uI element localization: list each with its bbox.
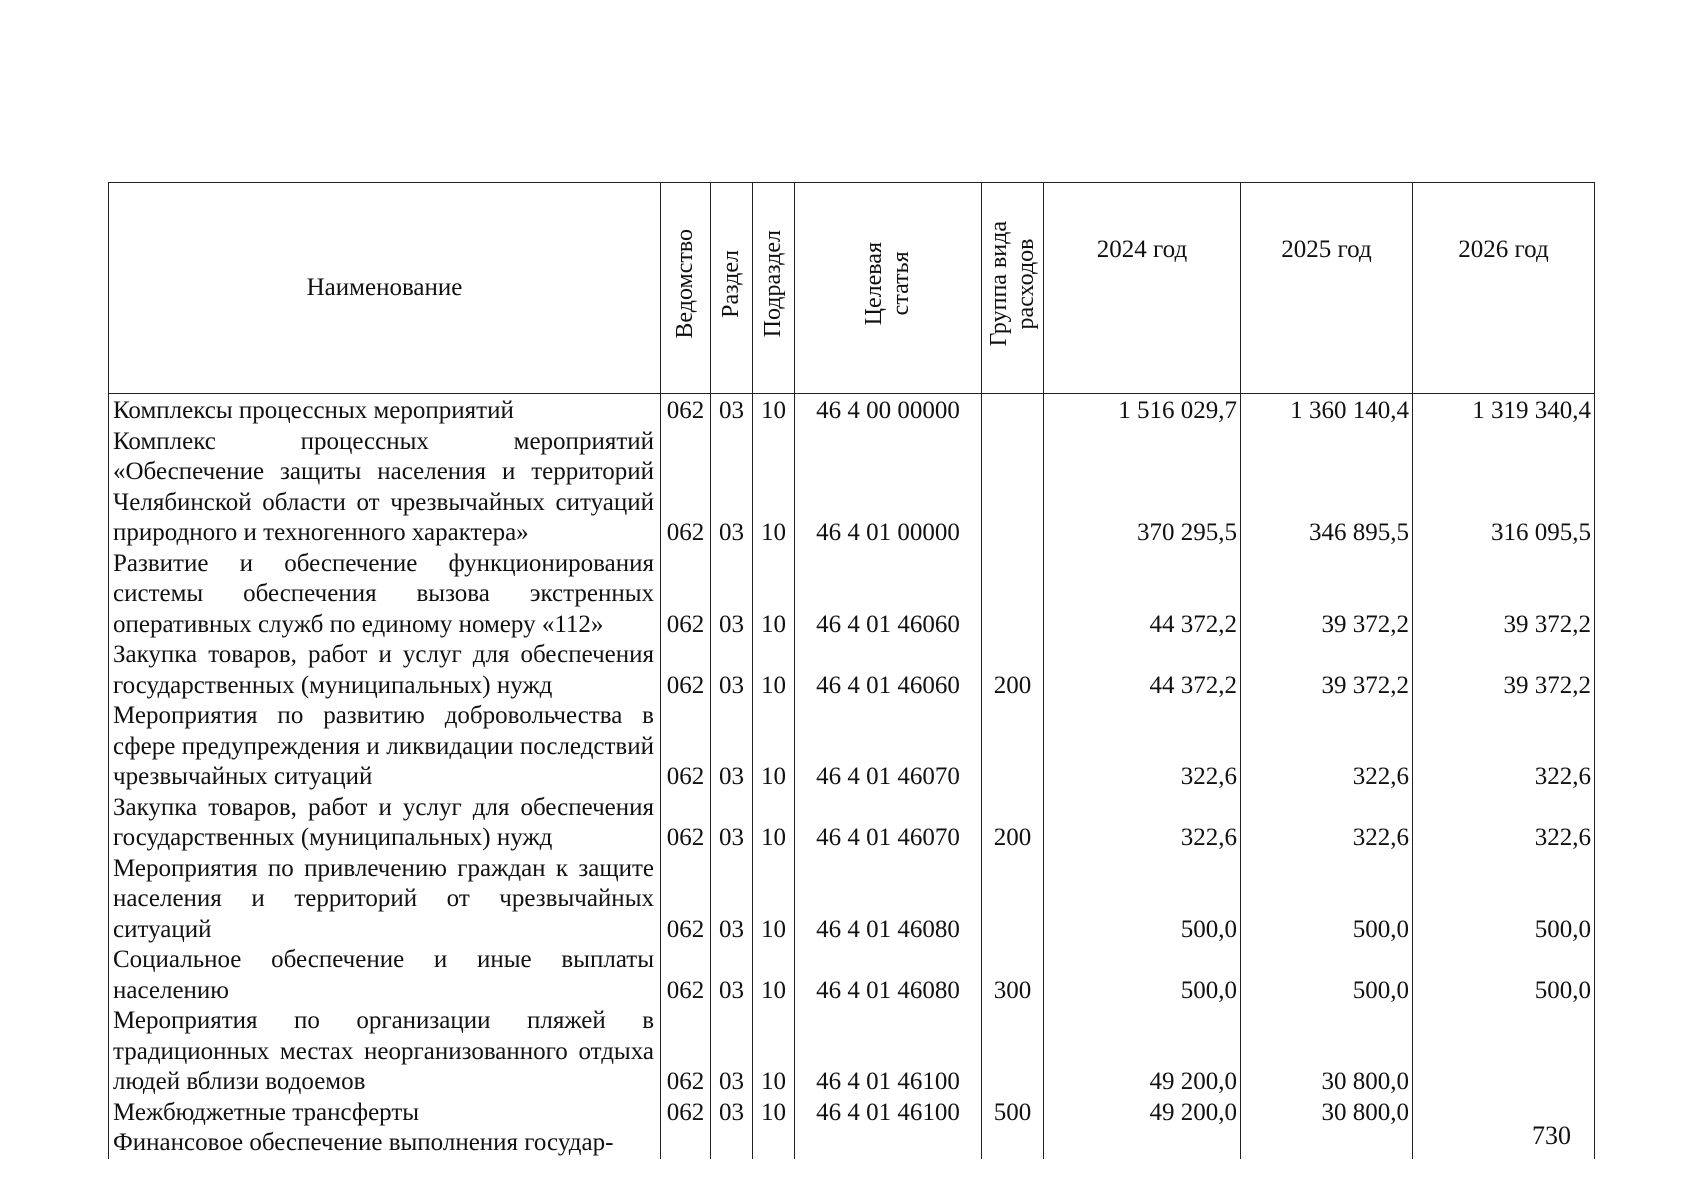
cell-2025: 500,0 [1241,945,1413,1006]
cell-2026: 322,6 [1413,701,1595,793]
header-razdel: Раздел [711,183,753,394]
cell-name: Социальное обеспечение и иные выплаты населению [109,945,661,1006]
table-row [109,701,1595,793]
cell-2026 [1413,1006,1595,1098]
cell-celevaya-statya: 46 4 01 00000 [795,427,982,549]
cell-2026: 500,0 [1413,854,1595,946]
table-row [109,793,1595,854]
cell-2024: 500,0 [1044,945,1241,1006]
cell-2025: 30 800,0 [1241,1006,1413,1098]
header-2024: 2024 год [1044,183,1241,394]
cell-2025: 30 800,0 [1241,1098,1413,1129]
header-2026: 2026 год [1413,183,1595,394]
cell-razdel: 03 [711,945,753,1006]
cell-razdel [711,1128,753,1159]
table-row [109,1098,1595,1129]
cell-podrazdel: 10 [753,427,795,549]
cell-vedomstvo: 062 [661,1006,711,1098]
cell-name: Мероприятия по привлечению граждан к защите населения и территорий от чрезвычайных ситуаций [109,854,661,946]
cell-podrazdel: 10 [753,945,795,1006]
table-row [109,1006,1595,1098]
cell-razdel: 03 [711,701,753,793]
cell-vedomstvo: 062 [661,427,711,549]
header-gruppa-vida-rashodov: Группа вида расходов [982,183,1044,394]
cell-vedomstvo: 062 [661,640,711,701]
header-podrazdel: Подраздел [753,183,795,394]
cell-razdel: 03 [711,427,753,549]
cell-name: Закупка товаров, работ и услуг для обеспечения государственных (муниципальных) нужд [109,640,661,701]
cell-celevaya-statya: 46 4 01 46080 [795,945,982,1006]
cell-name: Развитие и обеспечение функционирования системы обеспечения вызова экстренных оперативных служб по единому номеру «112» [109,549,661,641]
cell-celevaya-statya: 46 4 01 46070 [795,793,982,854]
cell-gruppa-rashodov: 300 [982,945,1044,1006]
cell-razdel: 03 [711,549,753,641]
cell-2026: 316 095,5 [1413,427,1595,549]
cell-celevaya-statya: 46 4 01 46100 [795,1098,982,1129]
table-row [109,1128,1595,1159]
cell-razdel: 03 [711,793,753,854]
cell-razdel: 03 [711,640,753,701]
cell-vedomstvo: 062 [661,701,711,793]
cell-2025: 1 360 140,4 [1241,394,1413,427]
cell-2025: 322,6 [1241,701,1413,793]
cell-2025: 346 895,5 [1241,427,1413,549]
cell-2024: 500,0 [1044,854,1241,946]
cell-2026: 1 319 340,4 [1413,394,1595,427]
cell-name: Финансовое обеспечение выполнения государ- [109,1128,661,1159]
cell-celevaya-statya: 46 4 01 46060 [795,640,982,701]
cell-name: Мероприятия по организации пляжей в традиционных местах неорганизованного отдыха людей вблизи водоемов [109,1006,661,1098]
cell-gruppa-rashodov [982,1006,1044,1098]
cell-2024: 370 295,5 [1044,427,1241,549]
cell-2026: 500,0 [1413,945,1595,1006]
table-row [109,549,1595,641]
cell-2024: 44 372,2 [1044,549,1241,641]
cell-podrazdel: 10 [753,1006,795,1098]
cell-gruppa-rashodov [982,427,1044,549]
cell-podrazdel: 10 [753,549,795,641]
cell-podrazdel: 10 [753,394,795,427]
header-celevaya-statya: Целевая статья [795,183,982,394]
cell-name: Комплексы процессных мероприятий [109,394,661,427]
cell-vedomstvo: 062 [661,1098,711,1129]
header-2025: 2025 год [1241,183,1413,394]
cell-name: Межбюджетные трансферты [109,1098,661,1129]
page-number: 730 [1532,1121,1571,1150]
cell-razdel: 03 [711,854,753,946]
cell-celevaya-statya: 46 4 00 00000 [795,394,982,427]
header-name: Наименование [109,183,661,394]
cell-podrazdel: 10 [753,640,795,701]
cell-razdel: 03 [711,1006,753,1098]
cell-celevaya-statya: 46 4 01 46080 [795,854,982,946]
cell-2024 [1044,1128,1241,1159]
cell-2026: 322,6 [1413,793,1595,854]
table-row [109,640,1595,701]
cell-2025: 322,6 [1241,793,1413,854]
cell-gruppa-rashodov [982,549,1044,641]
budget-table [108,182,1595,1159]
cell-celevaya-statya: 46 4 01 46070 [795,701,982,793]
cell-vedomstvo: 062 [661,854,711,946]
cell-name: Закупка товаров, работ и услуг для обеспечения государственных (муниципальных) нужд [109,793,661,854]
cell-podrazdel: 10 [753,1098,795,1129]
cell-name: Мероприятия по развитию добровольчества в сфере предупреждения и ликвидации последствий чрезвычайных ситуаций [109,701,661,793]
cell-celevaya-statya: 46 4 01 46100 [795,1006,982,1098]
cell-2026: 39 372,2 [1413,640,1595,701]
cell-gruppa-rashodov: 200 [982,640,1044,701]
cell-celevaya-statya [795,1128,982,1159]
table-row [109,945,1595,1006]
cell-2025: 39 372,2 [1241,640,1413,701]
cell-vedomstvo [661,1128,711,1159]
table-body [109,394,1595,1159]
cell-2024: 44 372,2 [1044,640,1241,701]
cell-2024: 322,6 [1044,701,1241,793]
cell-2024: 49 200,0 [1044,1006,1241,1098]
header-vedomstvo: Ведомство [661,183,711,394]
table-row [109,854,1595,946]
cell-gruppa-rashodov [982,1128,1044,1159]
cell-2025 [1241,1128,1413,1159]
cell-gruppa-rashodov [982,394,1044,427]
cell-gruppa-rashodov [982,854,1044,946]
cell-2024: 49 200,0 [1044,1098,1241,1129]
cell-2025: 500,0 [1241,854,1413,946]
cell-name: Комплекс процессных мероприятий «Обеспечение защиты населения и территорий Челябинской области от чрезвычайных ситуаций природного и техногенного характера» [109,427,661,549]
cell-gruppa-rashodov [982,701,1044,793]
cell-gruppa-rashodov: 200 [982,793,1044,854]
cell-podrazdel [753,1128,795,1159]
cell-podrazdel: 10 [753,701,795,793]
cell-2026: 39 372,2 [1413,549,1595,641]
cell-podrazdel: 10 [753,793,795,854]
table-row [109,394,1595,427]
cell-razdel: 03 [711,394,753,427]
cell-vedomstvo: 062 [661,549,711,641]
cell-2024: 322,6 [1044,793,1241,854]
table-header [109,183,1595,394]
cell-vedomstvo: 062 [661,793,711,854]
cell-2025: 39 372,2 [1241,549,1413,641]
cell-vedomstvo: 062 [661,394,711,427]
cell-gruppa-rashodov: 500 [982,1098,1044,1129]
table-row [109,427,1595,549]
cell-vedomstvo: 062 [661,945,711,1006]
cell-celevaya-statya: 46 4 01 46060 [795,549,982,641]
cell-2024: 1 516 029,7 [1044,394,1241,427]
cell-podrazdel: 10 [753,854,795,946]
cell-razdel: 03 [711,1098,753,1129]
